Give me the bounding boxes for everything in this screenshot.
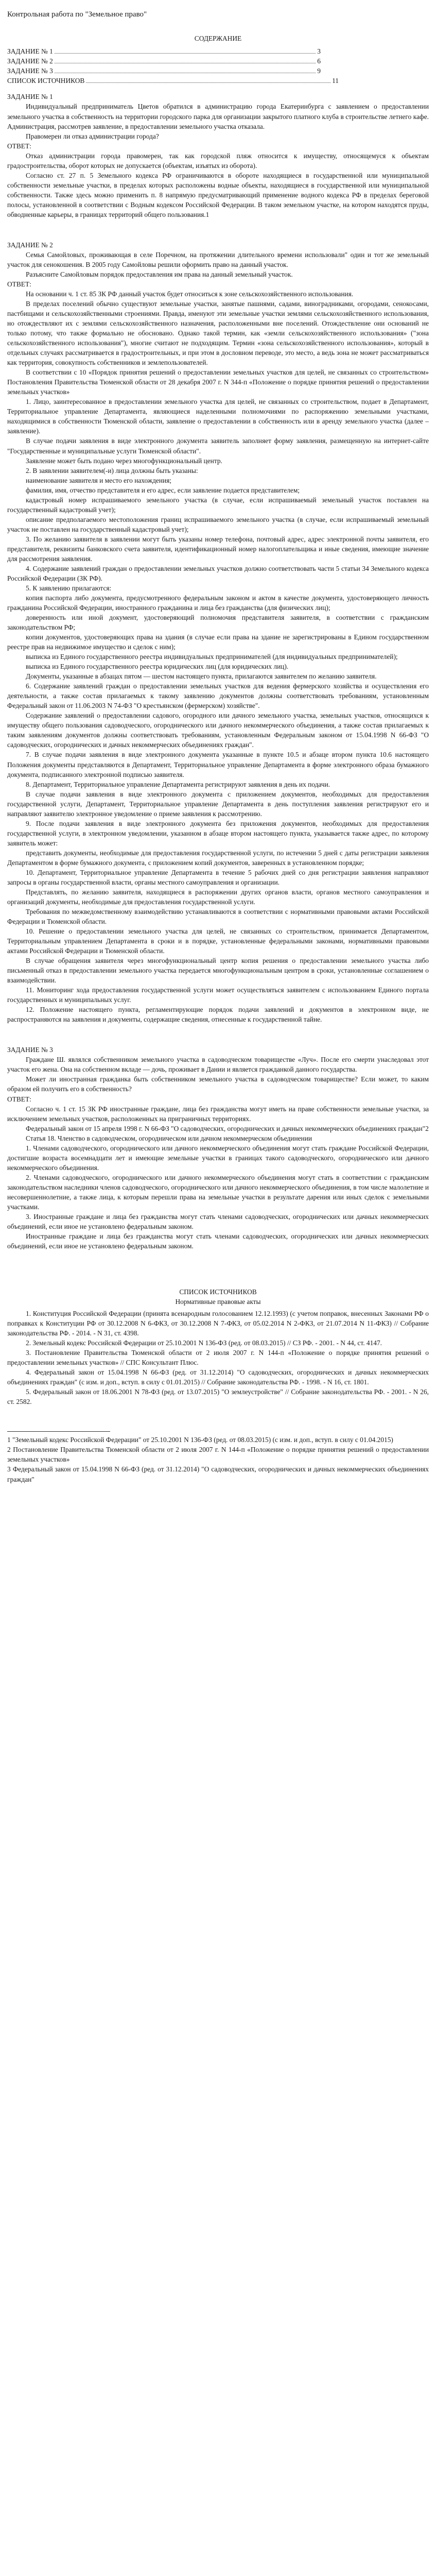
paragraph: Статья 18. Членство в садоводческом, огородническом или дачном некоммерческом объединении — [26, 1134, 312, 1142]
source-item: 5. Федеральный закон от 18.06.2001 N 78-ФЗ (ред. от 13.07.2015) "О землеустройстве" // Собрание законодательства РФ. - 2001. - N 26, ст. 2582. — [7, 1388, 429, 1406]
toc-row-page: 11 — [332, 77, 339, 85]
source-item: 2. Земельный кодекс Российской Федерации от 25.10.2001 N 136-ФЗ (ред. от 08.03.2015) // СЗ РФ. - 2001. - N 44, ст. 4147. — [26, 1339, 382, 1347]
paragraph: В случае подачи заявления в виде электронного документа с приложением документов, необходимых для предоставления государственной услуги, Департамент, Территориальное управление Департамента в день поступления заявления регистрируют его и направляют заявителю электронное уведомление о приеме заявления к рассмотрению. — [7, 790, 429, 818]
toc-leader — [86, 82, 330, 83]
sources-subheading: Нормативные правовые акты — [175, 1298, 261, 1306]
paragraph: Разъясните Самойловым порядок предоставления им права на данный земельный участок. — [26, 270, 293, 278]
paragraph: Иностранные граждане и лица без гражданства могут стать членами садоводческих, огороднических или дачных некоммерческих объединений, если иное не установлено федеральным законом. — [7, 1232, 429, 1250]
section-heading: ОТВЕТ: — [7, 142, 31, 150]
paragraph: Правомерен ли отказ администрации города? — [26, 132, 159, 140]
source-item: 4. Федеральный закон от 15.04.1998 N 66-ФЗ (ред. от 31.12.2014) "О садоводческих, огороднических и дачных некоммерческих объединениях граждан" (с изм. и доп., вступ. в силу с 01.01.2015) // Собрание законодательства РФ. - 1998. - N 16, ст. 1801. — [7, 1368, 429, 1386]
paragraph: доверенность или иной документ, удостоверяющий полномочия представителя заявителя, в соответствии с гражданским законодательством РФ; — [7, 614, 429, 632]
paragraph: 2. В заявлении заявителем(-и) лица должны быть указаны: — [26, 466, 198, 474]
paragraph: В случае подачи заявления в виде электронного документа заявитель заполняет форму заявления, размещенную на интернет-сайте "Государственные и муниципальные услуги Тюменской области". — [7, 437, 429, 455]
paragraph: 12. Положение настоящего пункта, регламентирующие порядок подачи заявлений и документов в электронном виде, не распространяются на заявления и документы, содержащие сведения, отнесенные к государственной тайне. — [7, 1006, 429, 1024]
section-heading: ОТВЕТ: — [7, 1095, 31, 1103]
source-item: 1. Конституция Российской Федерации (принята всенародным голосованием 12.12.1993) (с учетом поправок, внесенных Законами РФ о поправках к Конституции РФ от 30.12.2008 N 6-ФКЗ, от 30.12.2008 N 7-ФКЗ, от 05.02.2014 N 2-ФКЗ, от 21.07.2014 N 11-ФКЗ) // Собрание законодательства РФ. - 2014. - N 31, ст. 4398. — [7, 1310, 429, 1337]
section-heading: ЗАДАНИЕ № 2 — [7, 241, 53, 249]
paragraph: фамилия, имя, отчество представителя и его адрес, если заявление подается представителем; — [26, 486, 300, 494]
paragraph: 6. Содержание заявлений граждан о предоставлении земельных участков для ведения фермерского хозяйства и осуществления его деятельности, а также состав прилагаемых к такому заявлению документов должны соответствовать требованиям, установленным Федеральный закон от 11.06.2003 N 74-ФЗ "О крестьянском (фермерском) хозяйстве". — [7, 682, 429, 710]
paragraph: 9. После подачи заявления в виде электронного документа без приложения документов, необходимых для предоставления государственной услуги, в электронном уведомлении, указанном в абзаце втором настоящего пункта, указывается также адрес, по которому заявитель может: — [7, 819, 429, 847]
paragraph: Требования по межведомственному взаимодействию устанавливаются в соответствии с нормативными правовыми актами Российской Федерации и Тюменской области. — [7, 907, 429, 926]
paragraph: кадастровый номер испрашиваемого земельного участка (в случае, если испрашиваемый земельный участок поставлен на государственный кадастровый учет); — [7, 496, 429, 514]
paragraph: 4. Содержание заявлений граждан о предоставлении земельных участков должно соответствовать части 5 статьи 34 Земельного кодекса Российской Федерации (ЗК РФ). — [7, 564, 429, 582]
paragraph: Содержание заявлений о предоставлении садового, огородного или дачного земельного участка, земельных участков, относящихся к имуществу общего пользования садоводческого, огороднического или дачного некоммерческого объединения, а также состав прилагаемых к таким заявлениям документов должны соответствовать требованиям, установленным Федеральным законом от 15.04.1998 N 66-ФЗ "О садоводческих, огороднических и дачных некоммерческих объединениях граждан". — [7, 711, 429, 749]
paragraph: Индивидуальный предприниматель Цветов обратился в администрацию города Екатеринбурга с заявлением о предоставлении земельного участка в собственность на территории городского парка для организации закрытого платного клуба в строительстве летнего кафе. Администрация, рассмотрев заявление, в предоставлении земельного участка отказала. — [7, 103, 429, 130]
paragraph: Отказ администрации города правомерен, так как городской пляж относится к имуществу, относящемуся к объектам градостроительства, оборот которых не допускается (объектам, изъятых из оборота). — [7, 151, 429, 170]
toc-row[interactable] — [7, 56, 429, 66]
footnote-separator — [7, 1431, 110, 1432]
paragraph: наименование заявителя и место его нахождения; — [26, 476, 172, 484]
paragraph: описание предполагаемого местоположения границ испрашиваемого земельного участка (в случае, если испрашиваемый земельный участок не поставлен на государственный кадастровый учет); — [7, 515, 429, 533]
toc-row[interactable] — [7, 46, 429, 56]
section-heading-task-1: ЗАДАНИЕ № 1 — [7, 93, 53, 101]
footnotes — [7, 1435, 429, 1484]
section-heading: ЗАДАНИЕ № 3 — [7, 1046, 53, 1054]
toc-row-label: ЗАДАНИЕ № 1 — [7, 47, 53, 56]
paragraph: 7. В случае подачи заявления в виде электронного документа указанные в пункте 10.5 и абзаце втором пункта 10.6 настоящего Положения документы представляются в Департамент, Территориальное управление Департамента в форме электронного образа бумажного документа, подписанного электронной подписью заявителя. — [7, 751, 429, 778]
paragraph: Согласно ст. 27 п. 5 Земельного кодекса РФ ограничиваются в обороте находящиеся в государственной или муниципальной собственности земельные участки, в пределах которых расположены водные объекты, находящиеся в государственной или муниципальной собственности. Также здесь можно применить п. 8 напрямую предусматривающий применение водного кодекса РФ в пределах береговой полосы, установленной в соответствии с Водным кодексом Российской Федерации. В таком земельном участке, на котором находятся пруды, обводненные карьеры, в границах территорий общего пользования.1 — [7, 171, 429, 218]
paragraph: Представлять, по желанию заявителя, находящиеся в распоряжении других органов власти, органов местного самоуправления и организаций документы, необходимые для предоставления государственной услуги. — [7, 888, 429, 906]
paragraph: копии документов, удостоверяющих права на здания (в случае если права на здание не зарегистрированы в Едином государственном реестре прав на недвижимое имущество и сделок с ним); — [7, 633, 429, 651]
paragraph: В соответствии с 10 «Порядок принятия решений о предоставлении земельных участков для целей, не связанных со строительством» Постановления Правительства Тюменской области от 28 декабря 2007 г. N 344-п «Положение о порядке принятия решений о предоставлении земельных участков» — [7, 368, 429, 396]
paragraph: 3. По желанию заявителя в заявлении могут быть указаны номер телефона, почтовый адрес, адрес электронной почты заявителя, его представителя, реквизиты банковского счета заявителя, идентификационный номер налогоплательщика и иные сведения, имеющие значение для рассмотрения заявления. — [7, 535, 429, 563]
footnote: 2 Постановление Правительства Тюменской области от 2 июля 2007 г. N 144-п «Положение о порядке принятия решений о предоставлении земельных участков» — [7, 1446, 429, 1464]
paragraph: 2. Членами садоводческого, огороднического или дачного некоммерческого объединения могут стать в соответствии с гражданским законодательством наследники членов садоводческого, огороднического или дачного некоммерческого объединения, в том числе малолетние и несовершеннолетние, а также лица, к которым перешли права на земельные участки в результате дарения или иных сделок с земельными участками. — [7, 1173, 429, 1211]
toc-row-label: ЗАДАНИЕ № 3 — [7, 67, 53, 75]
toc-row-page: 3 — [317, 47, 321, 56]
paragraph: 1. Членами садоводческого, огороднического или дачного некоммерческого объединения могут стать граждане Российской Федерации, достигшие возраста восемнадцати лет и имеющие земельные участки в границах такого садоводческого, огороднического или дачного некоммерческого объединения. — [7, 1144, 429, 1172]
paragraph: Может ли иностранная гражданка быть собственником земельного участка в садоводческом товариществе? Если может, то каким образом ей получить его в собственность? — [7, 1075, 429, 1093]
paragraph: Согласно ч. 1 ст. 15 ЗК РФ иностранные граждане, лица без гражданства могут иметь на праве собственности земельные участки, за исключением земельных участков, расположенных на приграничных территориях. — [7, 1105, 429, 1123]
paragraph: 10. Решение о предоставлении земельного участка для целей, не связанных со строительством, принимается Департаментом, Территориальным управлением Департамента в сроки и в порядке, установленные федеральными законами, нормативными правовыми актами Российской Федерации и Тюменской области. — [7, 927, 429, 955]
toc-row[interactable] — [7, 66, 429, 76]
paragraph: 5. К заявлению прилагаются: — [26, 584, 112, 592]
sources-heading: СПИСОК ИСТОЧНИКОВ — [179, 1288, 257, 1296]
document-title: Контрольная работа по "Земельное право" — [7, 10, 147, 19]
paragraph: 1. Лицо, заинтересованное в предоставлении земельного участка для целей, не связанных со строительством, подает в Департамент, Территориальное управление Департамента, являющиеся наделенными полномочиями по распоряжению земельными участками, находящимися в собственности Тюменской области, заявление о предоставлении в собственность или в аренду земельного участка (далее – заявление). — [7, 398, 429, 435]
toc-row-page: 6 — [317, 57, 321, 65]
toc-heading: СОДЕРЖАНИЕ — [194, 35, 242, 43]
paragraph: копия паспорта либо документа, предусмотренного федеральным законом и актом в качестве документа, удостоверяющего личность гражданина Российской Федерации, иностранного гражданина и лица без гражданства (для физических лиц); — [7, 594, 429, 612]
paragraph: представить документы, необходимые для предоставления государственной услуги, по истечении 5 дней с даты регистрации заявления Департаментом в форме бумажного документа, с приложением копий документов, заверенных в установленном порядке; — [7, 849, 429, 867]
paragraph: 10. Департамент, Территориальное управление Департамента в течение 5 рабочих дней со дня регистрации заявления направляют запросы в органы государственной власти, органы местного самоуправления и организации. — [7, 868, 429, 886]
toc-row[interactable] — [7, 76, 429, 86]
source-item: 3. Постановление Правительства Тюменской области от 2 июля 2007 г. N 144-п «Положение о порядке принятия решений о предоставлении земельных участков» // СПС Консультант Плюс. — [7, 1349, 429, 1367]
paragraph: 8. Департамент, Территориальное управление Департамента регистрируют заявления в день их подачи. — [26, 780, 330, 788]
toc-row-page: 9 — [317, 67, 321, 75]
paragraph: В случае обращения заявителя через многофункциональный центр копия решения о предоставлении земельного участка либо письменный отказ в предоставлении земельного участка передается многофункциональным центром в сроки, установленные соглашением о взаимодействии. — [7, 957, 429, 985]
toc-leader — [55, 53, 316, 54]
sources-list — [7, 1309, 429, 1406]
paragraph: Семья Самойловых, проживающая в селе Поречном, на протяжении длительного времени использовали" один и тот же земельный участок для сенокошения. В 2005 году Самойловы решили оформить право на данный участок. — [7, 250, 429, 268]
paragraph: 3. Иностранные граждане и лица без гражданства могут стать членами садоводческих, огороднических или дачных некоммерческих объединений, если иное не установлено федеральным законом. — [7, 1212, 429, 1230]
paragraph: выписка из Единого государственного реестра юридических лиц (для юридических лиц). — [26, 663, 289, 671]
paragraph: Документы, указанные в абзацах пятом — шестом настоящего пункта, прилагаются заявителем по желанию заявителя. — [26, 672, 377, 681]
paragraph: 11. Мониторинг хода предоставления государственной услуги может осуществляться заявителем с использованием Единого портала государственных и муниципальных услуг. — [7, 986, 429, 1004]
paragraph: На основании ч. 1 ст. 85 ЗК РФ данный участок будет относиться к зоне сельскохозяйственного использования. — [26, 290, 354, 298]
table-of-contents — [7, 46, 429, 86]
footnote: 1 "Земельный кодекс Российской Федерации" от 25.10.2001 N 136-ФЗ (ред. от 08.03.2015) (с изм. и доп., вступ. в силу с 01.04.2015) — [7, 1436, 393, 1444]
document-body — [7, 101, 429, 1251]
paragraph: Федеральный закон от 15 апреля 1998 г. N 66-ФЗ "О садоводческих, огороднических и дачных некоммерческих объединениях граждан"2 — [26, 1124, 429, 1132]
paragraph: Заявление может быть подано через многофункциональный центр. — [26, 456, 222, 465]
toc-row-label: СПИСОК ИСТОЧНИКОВ — [7, 77, 85, 85]
footnote: 3 Федеральный закон от 15.04.1998 N 66-ФЗ (ред. от 31.12.2014) "О садоводческих, огороднических и дачных некоммерческих объединениях граждан" — [7, 1465, 429, 1483]
paragraph: В пределах поселений обычно существуют земельные участки, занятые пашнями, садами, виноградниками, огородами, сенокосами, пастбищами и сельскохозяйственными строениями. Правда, именуют эти земельные участки землями сельскохозяйственного использования, но отождествляют их с землями сельскохозяйственного назначения, расположенными вне поселений. Отождествление они оснований не только потому, что также формально не обосновано. Однако такой термин, как «земли сельскохозяйственного использования» ("зона сельскохозяйственного использования"), многие считают не подходящим. Термин «зона сельскохозяйственного использования», который в отдельных случаях рассматривается в градостроительных, и при этом в дословном переводе, это место, а ведь зона не может рассматриваться как территория, совокупность собственников и землепользователей. — [7, 300, 429, 367]
toc-row-label: ЗАДАНИЕ № 2 — [7, 57, 53, 65]
section-heading: ОТВЕТ: — [7, 280, 31, 288]
paragraph: Граждане Ш. являлся собственником земельного участка в садоводческом товариществе «Луч». После его смерти унаследовал этот участок его жена. Она на собственном вкладе — дочь, проживает в Дании и является гражданкой данного государства. — [7, 1056, 429, 1074]
paragraph: выписка из Единого государственного реестра индивидуальных предпринимателей (для индивидуальных предпринимателей); — [26, 653, 398, 661]
